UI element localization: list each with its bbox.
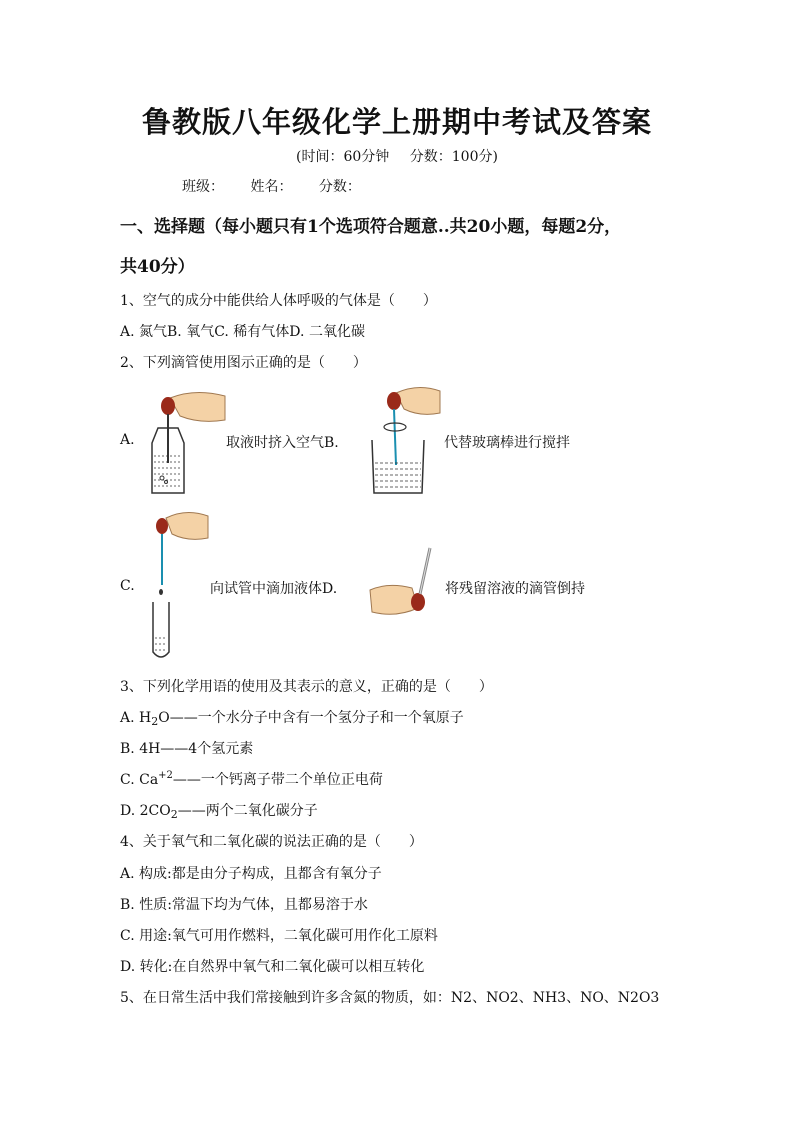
exam-info [0,146,794,166]
figure-c-caption: 向试管中滴加液体D. [210,581,338,597]
score-label: 分数： [318,179,361,195]
figure-a-caption: 取液时挤入空气B. [226,435,339,451]
page-title: 鲁教版八年级化学上册期中考试及答案 [141,105,652,139]
figure-a-letter: A. [120,432,135,448]
question-2-stem: 2、下列滴管使用图示正确的是（ ） [120,355,367,371]
figure-a-dropper-bottle [140,388,230,498]
figure-d-caption: 将残留溶液的滴管倒持 [445,581,585,597]
hand-icon [396,387,440,414]
hand-icon [370,585,418,614]
test-tube-icon [153,602,169,657]
question-3-option-b: B. 4H——4个氢元素 [120,741,254,757]
beaker-icon [372,440,424,493]
question-3-stem: 3、下列化学用语的使用及其表示的意义，正确的是（ ） [120,679,493,695]
student-info [182,176,383,196]
figure-d-inverted-dropper [368,542,440,622]
question-4-stem: 4、关于氧气和二氧化碳的说法正确的是（ ） [120,834,423,850]
question-3-option-a: A. $H_2O——$一个水分子中含有一个氢分子和一个氧原子 [120,710,464,728]
time-info: (时间：60分钟 [296,149,390,165]
question-4-option-d: D. 转化:在自然界中氧气和二氧化碳可以相互转化 [120,959,425,975]
rubber-bulb-icon [387,392,401,410]
question-5-stem: 5、在日常生活中我们常接触到许多含氮的物质，如：N2、NO2、NH3、NO、N2O3 [120,990,660,1006]
figure-b-caption: 代替玻璃棒进行搅拌 [444,435,570,451]
question-3-option-c: C. $Ca^{+2}——$一个钙离子带二个单位正电荷 [120,770,383,788]
figure-c-dropper-test-tube [148,510,210,662]
class-label: 班级： [182,179,224,195]
rubber-bulb-icon [156,518,168,534]
question-3-option-d: D. $2CO_2——$两个二氧化碳分子 [120,803,318,821]
section-heading-cont: 共40分） [120,257,195,277]
hand-icon [170,392,225,421]
hand-icon [166,512,208,539]
rubber-bulb-icon [161,397,175,415]
rubber-bulb-icon [411,593,425,611]
figure-b-dropper-stirring [368,385,443,497]
score-info: 分数：100分) [409,149,498,165]
figure-c-letter: C. [120,578,135,594]
question-4-option-c: C. 用途:氧气可用作燃料，二氧化碳可用作化工原料 [120,928,438,944]
question-1-stem: 1、空气的成分中能供给人体呼吸的气体是（ ） [120,293,437,309]
question-1-options: A. 氮气B. 氧气C. 稀有气体D. 二氧化碳 [120,324,365,340]
section-heading: 一、选择题（每小题只有1个选项符合题意..共20小题，每题2分， [120,217,622,237]
name-label: 姓名： [250,179,293,195]
question-4-option-b: B. 性质:常温下均为气体，且都易溶于水 [120,897,368,913]
question-4-option-a: A. 构成:都是由分子构成，且都含有氧分子 [120,866,382,882]
